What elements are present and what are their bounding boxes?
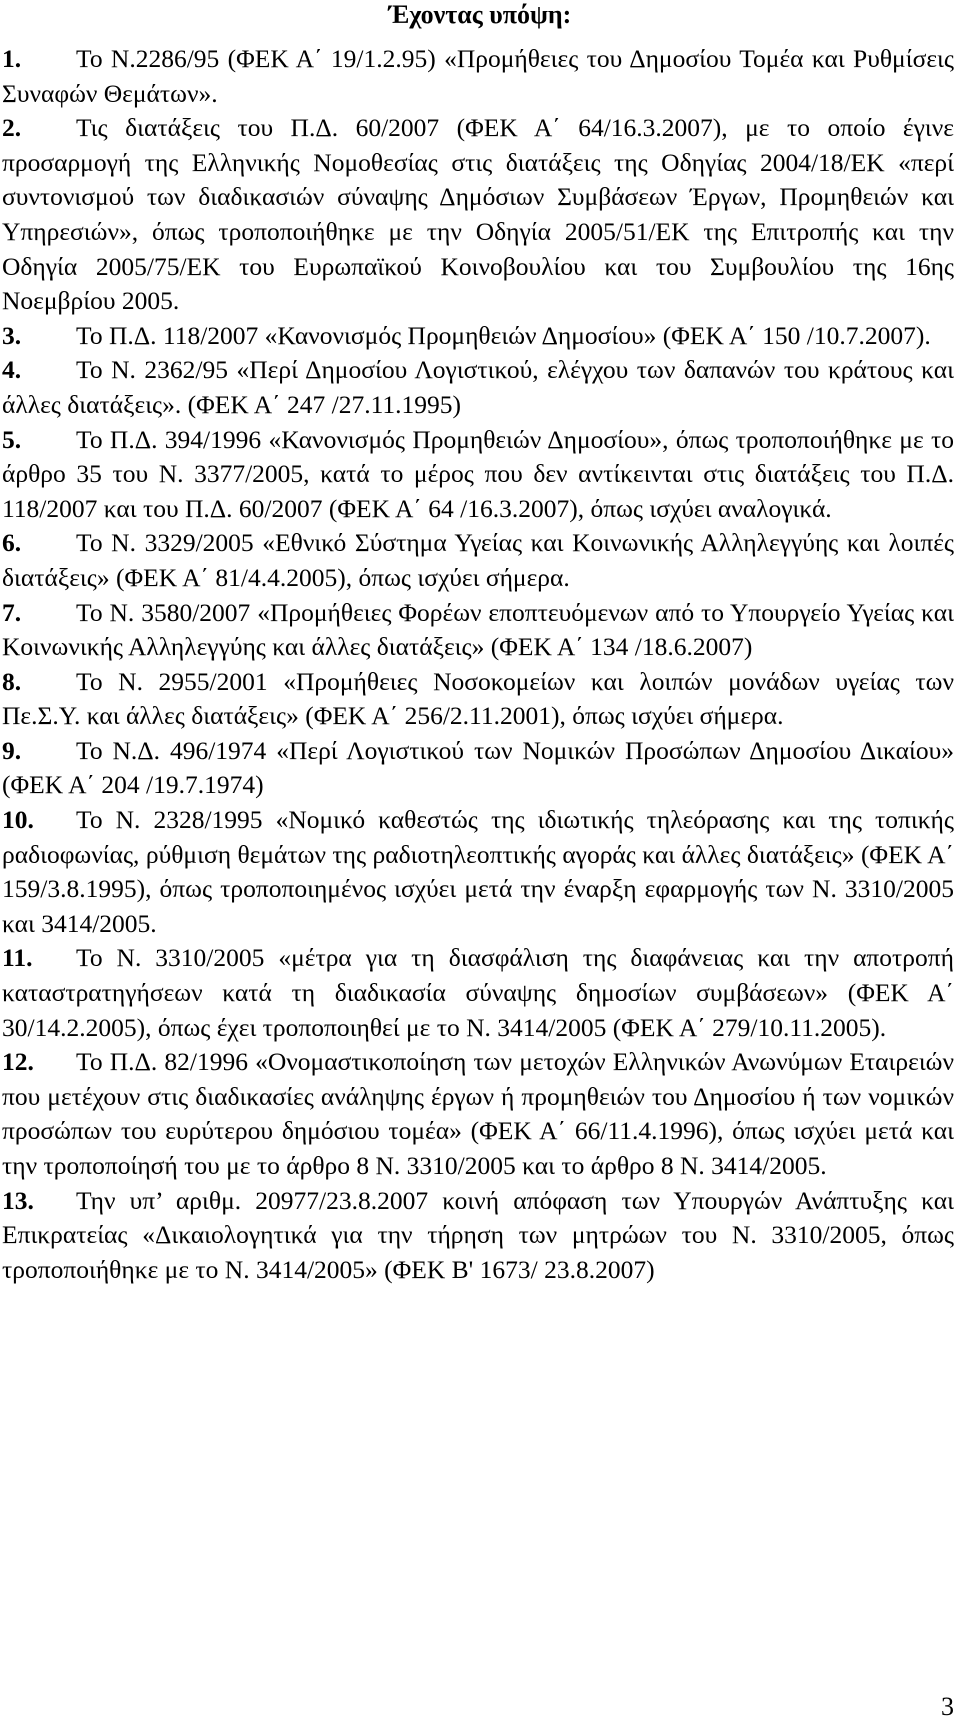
legal-basis-list [2,42,954,1287]
item-number: 10. [2,805,34,835]
item-text: Το Ν. 2955/2001 «Προμήθειες Νοσοκομείων και λοιπών μονάδων υγείας των Πε.Σ.Υ. και άλλες διατάξεις» (ΦΕΚ Α΄ 256/2.11.2001), όπως ισχύει σήμερα. [2,666,954,731]
item-text: Το Π.Δ. 82/1996 «Ονομαστικοποίηση των μετοχών Ελληνικών Ανωνύμων Εταιρειών που μετέχουν στις διαδικασίες ανάληψης έργων ή προμηθειών του Δημοσίου ή των νομικών προσώπων του ευρύτερου δημόσιου τομέα» (ΦΕΚ Α΄ 66/11.4.1996), όπως ισχύει μετά και την τροποποίησή του με το άρθρο 8 Ν. 3310/2005 και το άρθρο 8 Ν. 3414/2005. [2,1047,954,1180]
item-number: 2. [2,113,22,143]
item-number: 11. [2,943,33,973]
item-text: Το Π.Δ. 118/2007 «Κανονισμός Προμηθειών Δημοσίου» (ΦΕΚ Α΄ 150 /10.7.2007). [76,320,931,350]
item-number: 3. [2,320,22,350]
list-item [2,526,954,595]
item-number: 4. [2,355,22,385]
list-item [2,665,954,734]
list-item [2,803,954,941]
list-item [2,734,954,803]
item-number: 7. [2,597,22,627]
item-number: 6. [2,528,22,558]
list-item [2,42,954,111]
item-number: 8. [2,666,22,696]
item-text: Την υπ’ αριθμ. 20977/23.8.2007 κοινή απόφαση των Υπουργών Ανάπτυξης και Επικρατείας «Δικαιολογητικά για την τήρηση των μητρώων του Ν. 3310/2005, όπως τροποποιήθηκε με το Ν. 3414/2005» (ΦΕΚ Β' 1673/ 23.8.2007) [2,1185,954,1284]
item-text: Το Ν. 2328/1995 «Νομικό καθεστώς της ιδιωτικής τηλεόρασης και της τοπικής ραδιοφωνίας, ρύθμιση θεμάτων της ραδιοτηλεοπτικής αγοράς και άλλες διατάξεις» (ΦΕΚ Α΄ 159/3.8.1995), όπως τροποποιημένος ισχύει μετά την έναρξη εφαρμογής των Ν. 3310/2005 και 3414/2005. [2,805,954,938]
item-number: 13. [2,1185,34,1215]
page-heading: Έχοντας υπόψη: [388,0,572,29]
item-number: 12. [2,1047,34,1077]
list-item [2,423,954,527]
item-text: Το Ν. 3310/2005 «μέτρα για τη διασφάλιση της διαφάνειας και την αποτροπή καταστρατηγήσεων κατά τη διαδικασία σύναψης δημοσίων συμβάσεων» (ΦΕΚ Α΄ 30/14.2.2005), όπως έχει τροποποιηθεί με το Ν. 3414/2005 (ΦΕΚ Α΄ 279/10.11.2005). [2,943,954,1042]
item-number: 1. [2,44,22,73]
item-number: 9. [2,735,22,765]
list-item [2,596,954,665]
list-item [2,319,954,354]
item-text: Το Ν.2286/95 (ΦΕΚ Α΄ 19/1.2.95) «Προμήθειες του Δημοσίου Τομέα και Ρυθμίσεις Συναφών Θεμάτων». [2,44,954,108]
item-text: Το Ν. 3329/2005 «Εθνικό Σύστημα Υγείας και Κοινωνικής Αλληλεγγύης και λοιπές διατάξεις» (ΦΕΚ Α΄ 81/4.4.2005), όπως ισχύει σήμερα. [2,528,954,592]
list-item [2,1045,954,1183]
item-text: Τις διατάξεις του Π.Δ. 60/2007 (ΦΕΚ Α΄ 64/16.3.2007), με το οποίο έγινε προσαρμογή της Ελληνικής Νομοθεσίας στις διατάξεις της Οδηγίας 2004/18/ΕΚ «περί συντονισμού των διαδικασιών σύναψης Δημόσιων Συμβάσεων Έργων, Προμηθειών και Υπηρεσιών», όπως τροποποιήθηκε με την Οδηγία 2005/51/ΕΚ της Επιτροπής και την Οδηγία 2005/75/ΕΚ του Ευρωπαϊκού Κοινοβουλίου και του Συμβουλίου της 16ης Νοεμβρίου 2005. [2,113,954,316]
list-item [2,111,954,319]
page-number: 3 [941,1692,954,1721]
item-number: 5. [2,424,22,454]
list-item [2,353,954,422]
item-text: Το Ν. 3580/2007 «Προμήθειες Φορέων εποπτευόμενων από το Υπουργείο Υγείας και Κοινωνικής Αλληλεγγύης και άλλες διατάξεις» (ΦΕΚ Α΄ 134 /18.6.2007) [2,597,954,662]
item-text: Το Π.Δ. 394/1996 «Κανονισμός Προμηθειών Δημοσίου», όπως τροποποιήθηκε με το άρθρο 35 του Ν. 3377/2005, κατά το μέρος που δεν αντίκεινται στις διατάξεις του Π.Δ. 118/2007 και του Π.Δ. 60/2007 (ΦΕΚ Α΄ 64 /16.3.2007), όπως ισχύει αναλογικά. [2,424,954,523]
item-text: Το Ν.Δ. 496/1974 «Περί Λογιστικού των Νομικών Προσώπων Δημοσίου Δικαίου» (ΦΕΚ Α΄ 204 /19.7.1974) [2,735,954,800]
list-item [2,1184,954,1288]
list-item [2,941,954,1045]
item-text: Το Ν. 2362/95 «Περί Δημοσίου Λογιστικού, ελέγχου των δαπανών του κράτους και άλλες διατάξεις». (ΦΕΚ Α΄ 247 /27.11.1995) [2,355,954,419]
